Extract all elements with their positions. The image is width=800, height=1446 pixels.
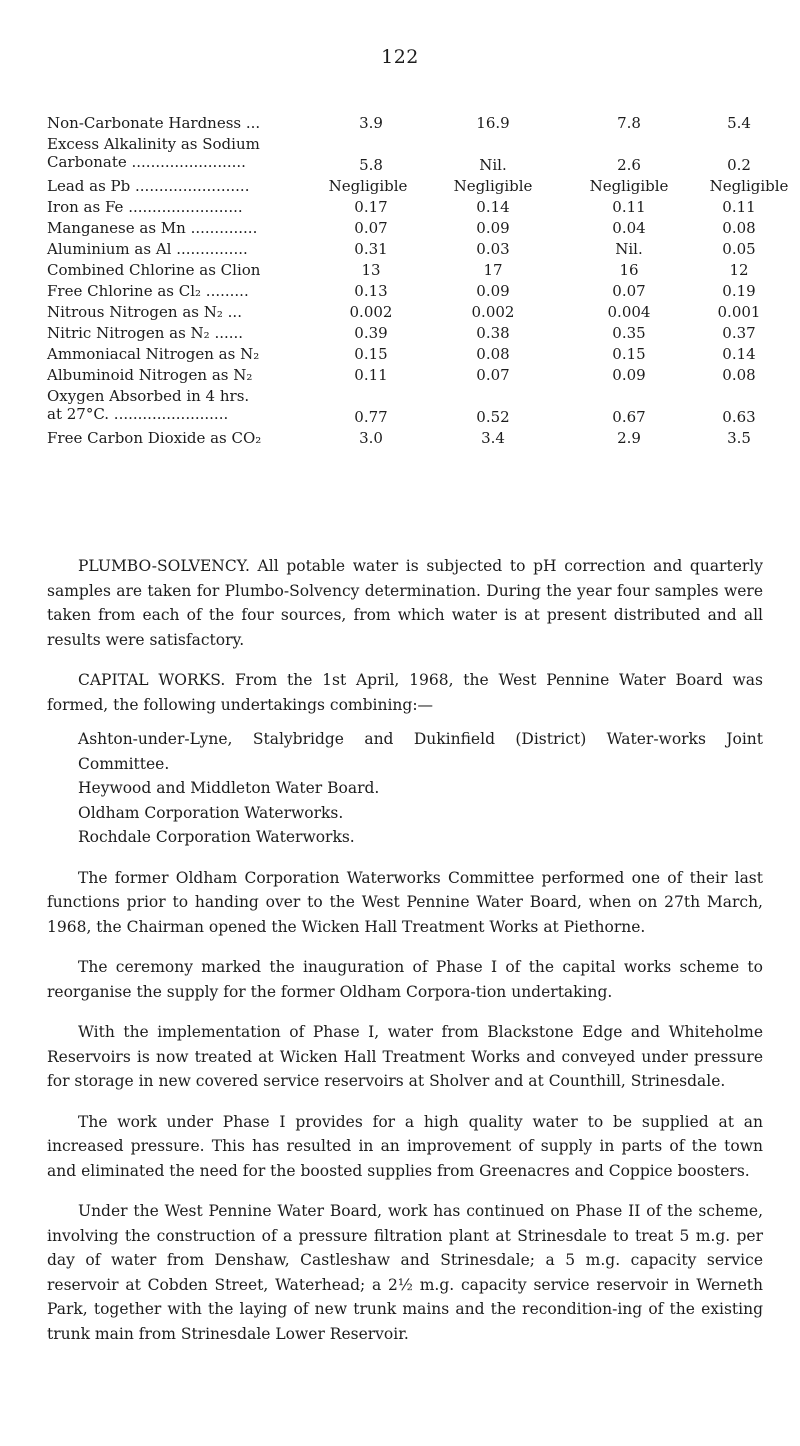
row-label (47, 219, 257, 237)
table-cell: Negligible (328, 177, 408, 195)
table-cell: 13 (361, 261, 381, 279)
table-cell: 0.67 (612, 408, 646, 426)
table-cell: 0.08 (722, 219, 756, 237)
row-label (47, 135, 260, 171)
paragraph-oldham-committee: The former Oldham Corporation Waterworks Committee performed one of their last functions prior to handing over to the West Pennine Water Board, when on 27th March, 1968, the Chairman opened the Wicken Hall Treatment Works at Piethorne. (47, 868, 763, 936)
row-label (47, 177, 249, 195)
table-row (47, 366, 763, 387)
paragraph-phase-one-work: The work under Phase I provides for a high quality water to be supplied at an increased pressure. This has resulted in an improvement of supply in parts of the town and eliminated the need for the boosted supplies from Greenacres and Coppice boosters. (47, 1112, 763, 1180)
table-cell: 0.03 (476, 240, 510, 258)
table-cell: 0.39 (354, 324, 388, 342)
row-label-line: Iron as Fe ........................ (47, 198, 243, 216)
table-cell: Nil. (615, 240, 643, 258)
table-cell: 0.17 (354, 198, 388, 216)
row-label (47, 366, 252, 384)
table-row (47, 324, 763, 345)
table-cell: 0.07 (612, 282, 646, 300)
table-cell: 0.35 (612, 324, 646, 342)
paragraph-ceremony: The ceremony marked the inauguration of Phase I of the capital works scheme to reorganise the supply for the former Oldham Corpora-tion undertaking. (47, 958, 763, 1001)
row-label-line: Albuminoid Nitrogen as N₂ (47, 366, 253, 384)
water-analysis-table (47, 114, 789, 450)
table-cell: 17 (483, 261, 503, 279)
table-cell: 0.37 (722, 324, 756, 342)
table-cell: 0.07 (354, 219, 388, 237)
row-label-line: Excess Alkalinity as Sodium (47, 135, 260, 153)
table-cell: 0.14 (722, 345, 756, 363)
table-row (47, 240, 763, 261)
table-cell: 0.11 (612, 198, 646, 216)
row-label-line: Ammoniacal Nitrogen as N₂ (47, 345, 260, 363)
table-cell: 0.04 (612, 219, 646, 237)
table-row (47, 198, 763, 219)
row-label-line: Free Carbon Dioxide as CO₂ (47, 429, 262, 447)
table-cell: 0.31 (354, 240, 388, 258)
table-cell: 0.2 (727, 156, 751, 174)
row-label-line: Nitrous Nitrogen as N₂ ... (47, 303, 242, 321)
table-cell: 0.38 (476, 324, 510, 342)
table-cell: Negligible (709, 177, 789, 195)
row-label-line: Nitric Nitrogen as N₂ ...... (47, 324, 244, 342)
table-cell: 0.001 (717, 303, 761, 321)
table-cell: 0.09 (612, 366, 646, 384)
table-cell: Negligible (589, 177, 669, 195)
row-label (47, 261, 260, 279)
table-cell: 0.002 (349, 303, 393, 321)
table-cell: 7.8 (617, 114, 641, 132)
row-label-line: Free Chlorine as Cl₂ ......... (47, 282, 249, 300)
page-number: 122 (381, 46, 419, 68)
list-item: Rochdale Corporation Waterworks. (78, 828, 355, 846)
table-row (47, 429, 763, 450)
table-row (47, 387, 763, 429)
table-cell: 0.002 (471, 303, 515, 321)
table-cell: 0.05 (722, 240, 756, 258)
table-cell: 5.4 (727, 114, 751, 132)
table-cell: 5.8 (359, 156, 383, 174)
row-label-line: Lead as Pb ........................ (47, 177, 250, 195)
paragraph-phase-two: Under the West Pennine Water Board, work has continued on Phase II of the scheme, involving the construction of a pressure filtration plant at Strinesdale to treat 5 m.g. per day of water from Denshaw, Castleshaw and Strinesdale; a 5 m.g. capacity service reservoir at Cobden Street, Waterhead; a 2½ m.g. capacity service reservoir in Werneth Park, together with the laying of new trunk mains and the recondition-ing of the existing trunk main from Strinesdale Lower Reservoir. (47, 1202, 763, 1343)
row-label-line: Aluminium as Al ............... (47, 240, 248, 258)
body-text (47, 554, 763, 1362)
row-label (47, 240, 248, 258)
table-cell: 0.09 (476, 282, 510, 300)
table-cell: 0.19 (722, 282, 756, 300)
table-cell: 0.08 (476, 345, 510, 363)
table-cell: 3.5 (727, 429, 751, 447)
table-cell: 0.13 (354, 282, 388, 300)
table-cell: 0.15 (354, 345, 388, 363)
table-cell: 0.004 (607, 303, 651, 321)
row-label (47, 114, 260, 132)
row-label-line: Manganese as Mn .............. (47, 219, 258, 237)
table-cell: 0.15 (612, 345, 646, 363)
table-cell: 0.77 (354, 408, 388, 426)
row-label (47, 429, 261, 447)
row-label-line: Carbonate ........................ (47, 153, 246, 171)
list-item: Heywood and Middleton Water Board. (78, 779, 380, 797)
table-cell: 16 (619, 261, 639, 279)
row-label (47, 198, 243, 216)
table-cell: 3.9 (359, 114, 383, 132)
paragraph-plumbo-solvency: PLUMBO-SOLVENCY. All potable water is subjected to pH correction and quarterly samples are taken for Plumbo-Solvency determination. During the year four samples were taken from each of the four sources, from which water is at present distributed and all results were satisfactory. (47, 557, 763, 649)
table-cell: 0.52 (476, 408, 510, 426)
row-label (47, 324, 243, 342)
paragraph-phase-one: With the implementation of Phase I, water from Blackstone Edge and Whiteholme Reservoirs is now treated at Wicken Hall Treatment Works and conveyed under pressure for storage in new covered service reservoirs at Sholver and at Counthill, Strinesdale. (47, 1023, 763, 1090)
row-label-line: Combined Chlorine as Clion (47, 261, 261, 279)
table-cell: 0.14 (476, 198, 510, 216)
table-row (47, 303, 763, 324)
row-label (47, 282, 249, 300)
table-cell: 2.6 (617, 156, 641, 174)
table-cell: Nil. (479, 156, 507, 174)
table-cell: 0.11 (722, 198, 756, 216)
table-row (47, 219, 763, 240)
table-row (47, 114, 763, 135)
table-row (47, 135, 763, 177)
table-cell: 0.11 (354, 366, 388, 384)
table-row (47, 282, 763, 303)
paragraph-capital-works: CAPITAL WORKS. From the 1st April, 1968, the West Pennine Water Board was formed, the following undertakings combining:— (47, 671, 763, 714)
row-label-line: Oxygen Absorbed in 4 hrs. (47, 387, 250, 405)
table-row (47, 345, 763, 366)
row-label (47, 303, 242, 321)
table-cell: 0.09 (476, 219, 510, 237)
table-cell: 3.0 (359, 429, 383, 447)
undertakings-list (78, 727, 763, 850)
row-label (47, 345, 259, 363)
table-cell: 3.4 (481, 429, 505, 447)
row-label (47, 387, 249, 423)
table-cell: 12 (729, 261, 749, 279)
table-row (47, 261, 763, 282)
table-cell: 16.9 (476, 114, 510, 132)
table-cell: 0.07 (476, 366, 510, 384)
list-item: Oldham Corporation Waterworks. (78, 803, 344, 822)
table-cell: 2.9 (617, 429, 641, 447)
list-item: Ashton-under-Lyne, Stalybridge and Dukinfield (District) Water-works Joint Committee. (78, 730, 763, 773)
table-row (47, 177, 789, 198)
row-label-line: Non-Carbonate Hardness ... (47, 114, 261, 132)
table-cell: 0.08 (722, 366, 756, 384)
row-label-line: at 27°C. ........................ (47, 405, 229, 423)
table-cell: Negligible (453, 177, 533, 195)
table-cell: 0.63 (722, 408, 756, 426)
